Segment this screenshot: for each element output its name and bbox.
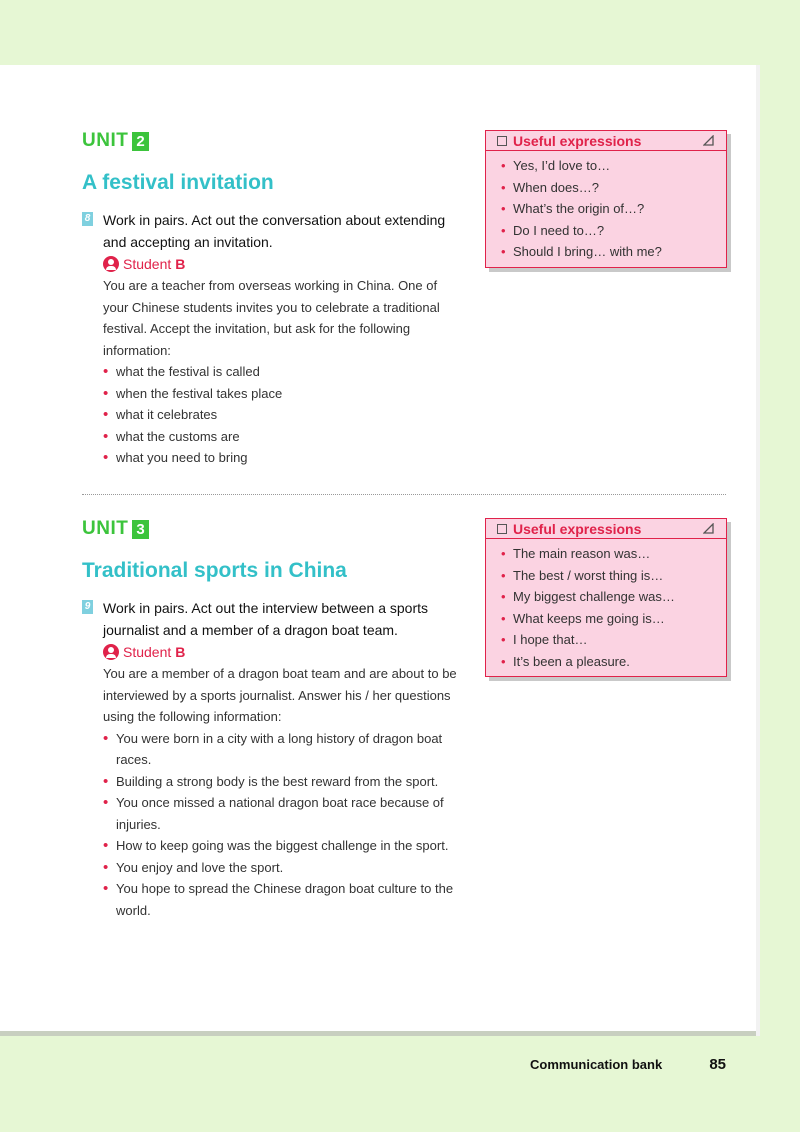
- list-item: • Building a strong body is the best reward from the sport.: [103, 771, 462, 793]
- useful-expressions-header: [486, 131, 726, 151]
- student-icon: [103, 256, 119, 272]
- expression-item: • When does…?: [501, 177, 726, 199]
- useful-expressions-heading: Useful expressions: [513, 520, 642, 537]
- expression-item: • What’s the origin of…?: [501, 198, 726, 220]
- unit-label: UNIT: [82, 130, 129, 151]
- expression-item: • I hope that…: [501, 629, 726, 651]
- useful-expressions-box: [485, 130, 727, 268]
- page-shadow: [0, 1031, 756, 1036]
- expression-item: • It’s been a pleasure.: [501, 651, 726, 673]
- expression-item: • Do I need to…?: [501, 220, 726, 242]
- list-item: • what it celebrates: [103, 404, 462, 426]
- page-number: 85: [709, 1056, 726, 1073]
- useful-expressions-box: [485, 518, 727, 677]
- checkbox-square-icon: [497, 136, 507, 146]
- footer-section-label: Communication bank: [530, 1057, 663, 1072]
- useful-expressions-heading: Useful expressions: [513, 132, 642, 149]
- section-divider: [82, 494, 726, 495]
- list-item: • when the festival takes place: [103, 383, 462, 405]
- info-list: [103, 728, 462, 922]
- list-item: • You were born in a city with a long history of dragon boat races.: [103, 728, 462, 771]
- list-item: • You enjoy and love the sport.: [103, 857, 462, 879]
- list-item: • You once missed a national dragon boat race because of injuries.: [103, 792, 462, 835]
- task-number: 9: [82, 600, 93, 614]
- student-label: Student: [123, 644, 172, 660]
- list-item: • You hope to spread the Chinese dragon boat culture to the world.: [103, 878, 462, 921]
- expression-item: • Yes, I’d love to…: [501, 155, 726, 177]
- list-item: • How to keep going was the biggest challenge in the sport.: [103, 835, 462, 857]
- page-footer: [530, 1056, 730, 1073]
- student-letter: B: [175, 256, 186, 272]
- expression-item: • My biggest challenge was…: [501, 586, 726, 608]
- expression-item: • What keeps me going is…: [501, 608, 726, 630]
- role-description: You are a teacher from overseas working in China. One of your Chinese students invites you to celebrate a traditional festival. Accept the invitation, but ask for the following information:: [103, 278, 440, 358]
- page-shadow-right: [756, 65, 760, 1036]
- unit-number-badge: 2: [132, 132, 149, 151]
- student-label: Student: [123, 256, 172, 272]
- task-instruction: Work in pairs. Act out the conversation about extending and accepting an invitation.: [103, 212, 446, 250]
- unit-label: UNIT: [82, 518, 129, 539]
- expressions-list: [486, 539, 726, 676]
- useful-expressions-header: [486, 519, 726, 539]
- role-description: You are a member of a dragon boat team and are about to be interviewed by a sports journalist. Answer his / her questions using the following information:: [103, 666, 457, 724]
- expressions-list: [486, 151, 726, 267]
- student-role: [103, 253, 462, 275]
- student-role: [103, 641, 462, 663]
- expression-item: • Should I bring… with me?: [501, 241, 726, 263]
- expression-item: • The main reason was…: [501, 543, 726, 565]
- task-number: 8: [82, 212, 93, 226]
- student-letter: B: [175, 644, 186, 660]
- corner-triangle-icon: [703, 135, 714, 146]
- corner-triangle-icon: [703, 523, 714, 534]
- list-item: • what the festival is called: [103, 361, 462, 383]
- section-title: Traditional sports in China: [82, 559, 347, 582]
- list-item: • what the customs are: [103, 426, 462, 448]
- task: [82, 597, 462, 921]
- student-icon: [103, 644, 119, 660]
- checkbox-square-icon: [497, 524, 507, 534]
- info-list: [103, 361, 462, 469]
- expression-item: • The best / worst thing is…: [501, 565, 726, 587]
- task: [82, 209, 462, 469]
- task-instruction: Work in pairs. Act out the interview between a sports journalist and a member of a dragon boat team.: [103, 600, 429, 638]
- list-item: • what you need to bring: [103, 447, 462, 469]
- unit-number-badge: 3: [132, 520, 149, 539]
- section-title: A festival invitation: [82, 171, 274, 194]
